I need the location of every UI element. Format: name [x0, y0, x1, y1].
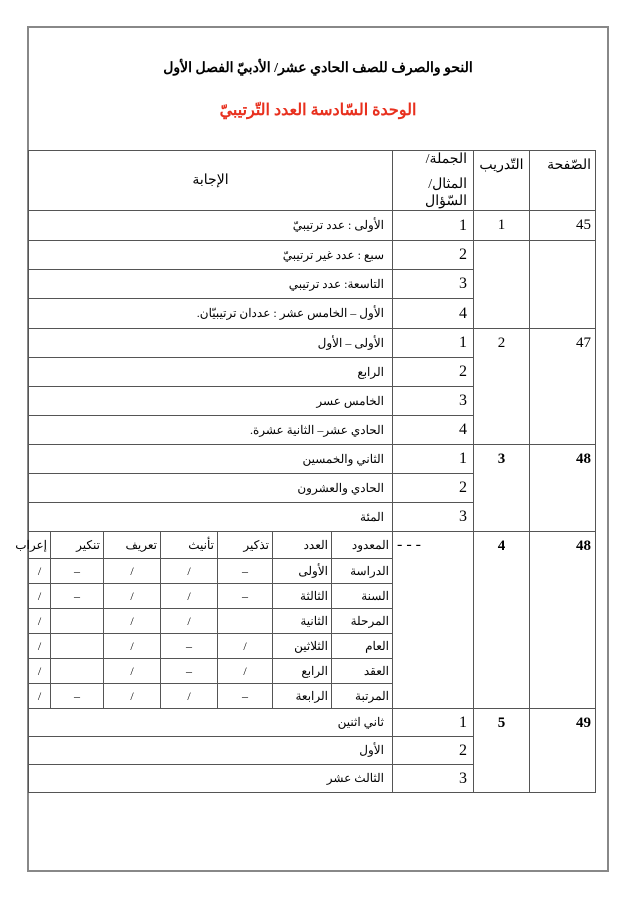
analysis-cell: المرتبة	[332, 684, 393, 709]
table-row	[29, 709, 596, 737]
exercise-number-cell: 3	[474, 445, 530, 532]
exercise-number-cell	[474, 241, 530, 329]
answer-cell: الحادي والعشرون	[29, 474, 393, 503]
analysis-cell: /	[104, 609, 161, 634]
analysis-cell: /	[161, 609, 218, 634]
analysis-cell	[51, 634, 104, 659]
analysis-cell: –	[51, 584, 104, 609]
question-number-cell: 3	[393, 387, 474, 416]
answer-cell: الأول	[29, 737, 393, 765]
analysis-row	[29, 684, 392, 709]
analysis-cell: /	[29, 559, 51, 584]
analysis-cell: –	[161, 634, 218, 659]
table-row	[29, 241, 596, 270]
answer-cell: ثاني اثنين	[29, 709, 393, 737]
analysis-header-cell: العدد	[273, 532, 332, 559]
exercise-number-cell: 5	[474, 709, 530, 793]
analysis-cell: –	[218, 584, 273, 609]
analysis-cell	[51, 609, 104, 634]
question-number-cell: 2	[393, 474, 474, 503]
answers-table	[15, 150, 596, 793]
analysis-cell: /	[104, 659, 161, 684]
table-row	[29, 532, 596, 709]
analysis-cell: العقد	[332, 659, 393, 684]
analysis-cell: الرابعة	[273, 684, 332, 709]
analysis-cell: /	[218, 634, 273, 659]
table-row	[29, 329, 596, 358]
question-number-cell: 3	[393, 503, 474, 532]
column-header-page: الصّفحة	[530, 151, 596, 211]
analysis-cell: /	[104, 559, 161, 584]
answer-cell: الخامس عسر	[29, 387, 393, 416]
analysis-cell: –	[218, 559, 273, 584]
question-number-cell: 3	[393, 270, 474, 299]
analysis-cell: –	[218, 684, 273, 709]
analysis-cell: الثانية	[273, 609, 332, 634]
column-header-question-line1: الجملة/	[425, 152, 467, 167]
analysis-cell: الثلاثين	[273, 634, 332, 659]
page-number-cell: 49	[530, 709, 596, 793]
analysis-cell	[15, 532, 393, 709]
document-header	[29, 28, 607, 150]
analysis-row	[29, 659, 392, 684]
analysis-cell: المرحلة	[332, 609, 393, 634]
question-number-cell: 4	[393, 416, 474, 445]
analysis-cell: –	[161, 659, 218, 684]
analysis-cell: الثالثة	[273, 584, 332, 609]
analysis-header-cell: تذكير	[218, 532, 273, 559]
column-header-question	[393, 151, 474, 211]
question-number-cell: 4	[393, 299, 474, 329]
analysis-header-cell: المعدود	[332, 532, 393, 559]
analysis-cell: الرابع	[273, 659, 332, 684]
question-number-cell: 1	[393, 709, 474, 737]
exercise-number-cell: 2	[474, 329, 530, 445]
answer-cell: الحادي عشر– الثانية عشرة.	[29, 416, 393, 445]
table-header-row	[29, 151, 596, 211]
analysis-cell: /	[161, 584, 218, 609]
document-title: النحو والصرف للصف الحادي عشر/ الأدبيّ الفصل الأول	[163, 61, 473, 76]
analysis-cell: /	[161, 684, 218, 709]
table-row	[29, 211, 596, 241]
analysis-cell: –	[51, 684, 104, 709]
answer-cell: الرابع	[29, 358, 393, 387]
answer-cell: الأولى : عدد ترتيبيّ	[29, 211, 393, 241]
analysis-header-cell: تعريف	[104, 532, 161, 559]
table-row	[29, 445, 596, 474]
column-header-question-line2: المثال/السّؤال	[425, 177, 467, 209]
answer-cell: الثالث عشر	[29, 765, 393, 793]
page-number-cell	[530, 241, 596, 329]
question-number-cell: 3	[393, 765, 474, 793]
column-header-exercise: التّدريب	[474, 151, 530, 211]
question-number-cell: 2	[393, 241, 474, 270]
analysis-header-cell: تأنيث	[161, 532, 218, 559]
analysis-cell: /	[218, 659, 273, 684]
page-number-cell: 45	[530, 211, 596, 241]
analysis-cell	[218, 609, 273, 634]
analysis-row	[29, 609, 392, 634]
exercise-number-cell: 1	[474, 211, 530, 241]
question-number-cell: 1	[393, 445, 474, 474]
question-number-cell: 2	[393, 358, 474, 387]
answer-cell: الأولى – الأول	[29, 329, 393, 358]
analysis-row	[29, 584, 392, 609]
answer-cell: الأول – الخامس عشر : عددان ترتيبيّان.	[29, 299, 393, 329]
answer-cell: سبع : عدد غير ترتيبيّ	[29, 241, 393, 270]
page-number-cell: 47	[530, 329, 596, 445]
column-header-answer: الإجابة	[29, 151, 393, 211]
analysis-header-cell: تنكير	[51, 532, 104, 559]
analysis-cell: /	[29, 684, 51, 709]
exercise-number-cell: 4	[474, 532, 530, 709]
question-number-cell: 1	[393, 211, 474, 241]
analysis-row	[29, 634, 392, 659]
analysis-cell: /	[104, 684, 161, 709]
analysis-cell: –	[51, 559, 104, 584]
analysis-header-cell: إعراب	[29, 532, 51, 559]
page-number-cell: 48	[530, 445, 596, 532]
question-cell: - - -	[393, 532, 474, 709]
unit-title: الوحدة السّادسة العدد التّرتيبيّ	[219, 102, 417, 119]
answer-cell: المئة	[29, 503, 393, 532]
analysis-table	[15, 532, 392, 708]
analysis-row	[29, 559, 392, 584]
analysis-cell: الدراسة	[332, 559, 393, 584]
analysis-cell: العام	[332, 634, 393, 659]
answer-cell: الثاني والخمسين	[29, 445, 393, 474]
analysis-cell: /	[104, 634, 161, 659]
analysis-cell: /	[29, 634, 51, 659]
page-number-cell: 48	[530, 532, 596, 709]
analysis-header-row	[29, 532, 392, 559]
analysis-cell: /	[29, 609, 51, 634]
analysis-cell: /	[29, 584, 51, 609]
answer-cell: التاسعة: عدد ترتيبي	[29, 270, 393, 299]
question-number-cell: 1	[393, 329, 474, 358]
analysis-cell	[51, 659, 104, 684]
analysis-cell: /	[161, 559, 218, 584]
analysis-cell: /	[104, 584, 161, 609]
analysis-cell: /	[29, 659, 51, 684]
analysis-cell: السنة	[332, 584, 393, 609]
analysis-cell: الأولى	[273, 559, 332, 584]
question-number-cell: 2	[393, 737, 474, 765]
